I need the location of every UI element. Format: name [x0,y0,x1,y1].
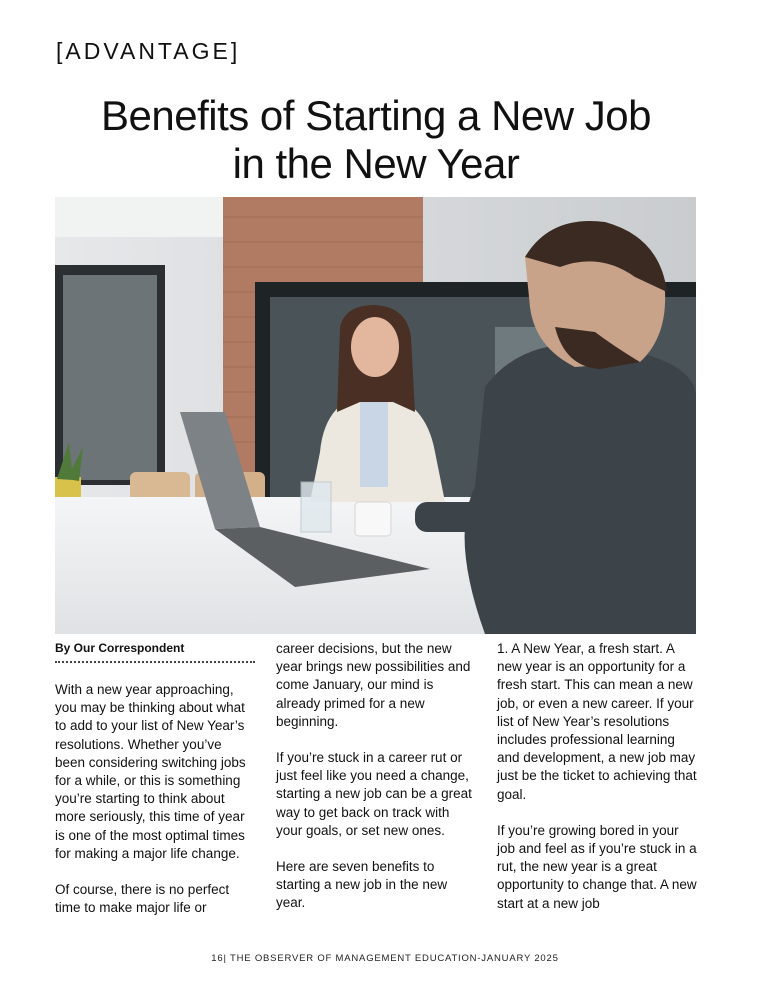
article-photo [55,197,696,634]
article-column-3 [497,640,697,913]
paragraph: Of course, there is no perfect time to make major life or [55,882,230,916]
article-column-2 [276,640,476,913]
paragraph: career decisions, but the new year brings new possibilities and come January, our mind is already primed for a new beginning. [276,641,471,729]
paragraph: If you’re growing bored in your job and feel as if you’re stuck in a rut, the new year is a great opportunity to change that. A new start at a new job [497,822,697,911]
publication-line: THE OBSERVER OF MANAGEMENT EDUCATION-JANUARY 2025 [230,953,559,964]
page-footer [0,953,770,964]
headline-line-1: Benefits of Starting a New Job [101,92,651,139]
paragraph: 1. A New Year, a fresh start. A new year is an opportunity for a fresh start. This can mean a new job, or even a new career. If your list of New Year’s resolutions includes professional learning and development, a new job may just be the ticket to achieving that goal. [497,641,697,802]
footer-separator: | [223,953,231,964]
paragraph: With a new year approaching, you may be thinking about what to add to your list of New Year’s resolutions. Whether you’ve been considering switching jobs for a while, or this is something you’re starting to think about more seriously, this time of year is one of the most optimal times for making a major life change. [55,682,246,861]
section-tag: [ADVANTAGE] [56,38,241,64]
paragraph: Here are seven benefits to starting a new job in the new year. [276,859,448,911]
page-number: 16 [211,953,224,964]
headline [56,92,696,188]
paragraph: If you’re stuck in a career rut or just feel like you need a change, starting a new job can be a great way to get back on track with your goals, or set new ones. [276,750,472,838]
article-column-1 [55,640,255,917]
headline-line-2: in the New Year [232,140,520,187]
byline: By Our Correspondent [55,640,255,663]
